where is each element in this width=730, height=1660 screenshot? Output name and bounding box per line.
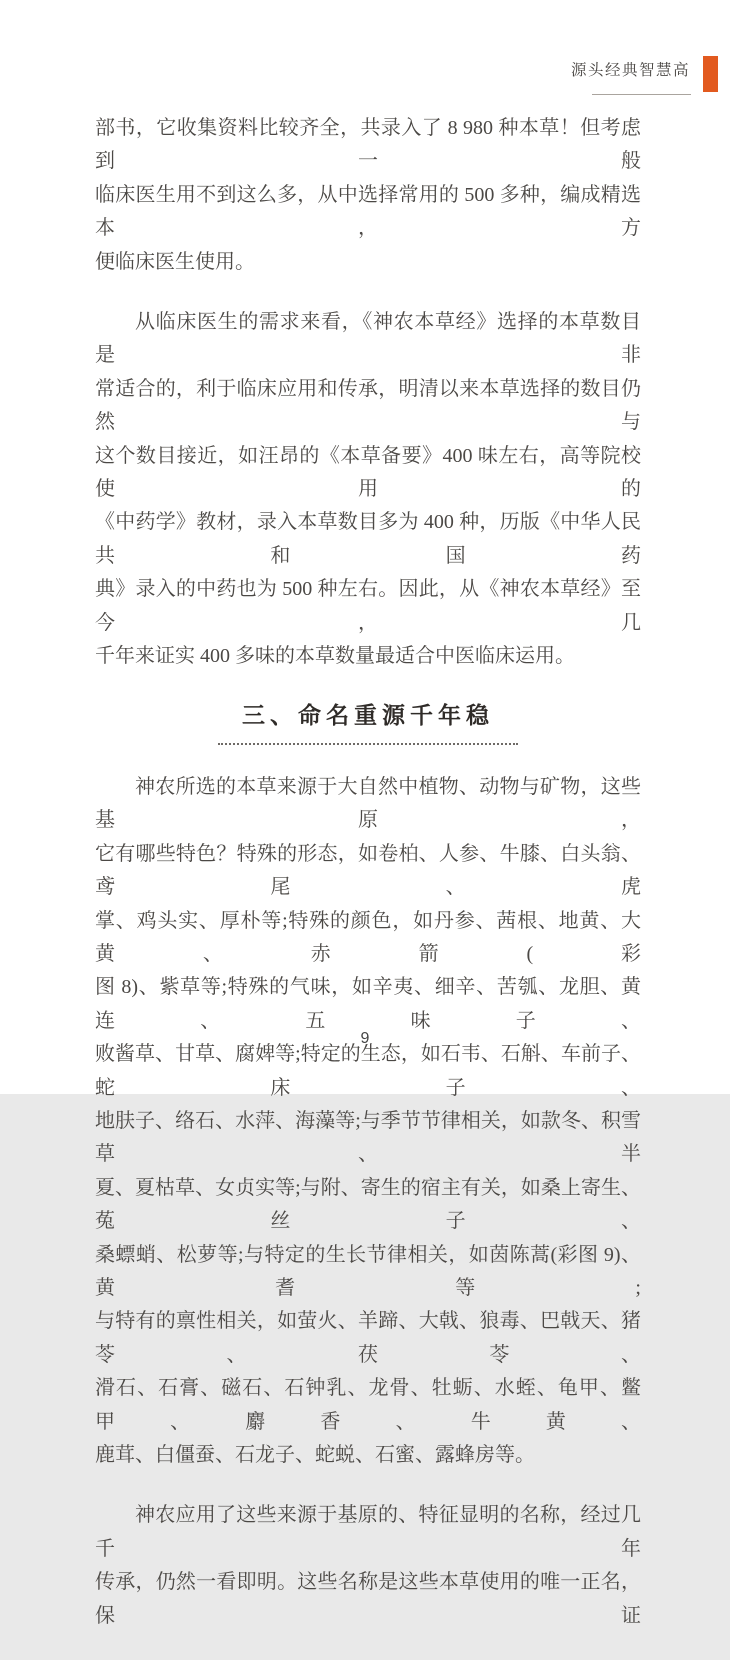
text-line: 千年来证实 400 多味的本草数量最适合中医临床运用。 <box>95 645 575 668</box>
text-line: 部书，它收集资料比较齐全，共录入了 8 980 种本草！但考虑到一般 <box>95 117 641 173</box>
chapter-edge-tab <box>703 56 718 92</box>
page-number: 9 <box>360 1030 370 1047</box>
text-line: 掌、鸡头实、厚朴等;特殊的颜色，如丹参、茜根、地黄、大黄、赤箭(彩 <box>95 909 641 965</box>
text-line: 《中药学》教材，录入本草数目多为 400 种，历版《中华人民共和国药 <box>95 511 641 567</box>
section-heading-block <box>95 701 641 745</box>
text-line: 从临床医生的需求来看，《神农本草经》选择的本草数目是非 <box>95 311 641 367</box>
text-line: 常适合的，利于临床应用和传承，明清以来本草选择的数目仍然与 <box>95 377 641 434</box>
text-line: 典》录入的中药也为 500 种左右。因此，从《神农本草经》至今，几 <box>95 578 641 634</box>
running-head-rule <box>592 94 691 95</box>
paragraph-3 <box>95 771 641 1473</box>
text-line: 临床医生用不到这么多，从中选择常用的 500 多种，编成精选本，方 <box>95 183 641 240</box>
text-line: 图 8)、紫草等;特殊的气味，如辛夷、细辛、苦瓠、龙胆、黄连、五味子、 <box>95 976 641 1032</box>
section-heading-dotted-rule <box>218 743 518 745</box>
text-line: 滑石、石膏、磁石、石钟乳、龙骨、牡蛎、水蛭、龟甲、鳖甲、麝香、牛黄、 <box>95 1377 641 1433</box>
text-line: 桑螵蛸、松萝等;与特定的生长节律相关，如茵陈蒿(彩图 9)、黄耆等; <box>95 1243 641 1299</box>
paragraph-1 <box>95 112 641 279</box>
text-line: 传承，仍然一看即明。这些名称是这些本草使用的唯一正名，保证 <box>95 1571 641 1627</box>
text-line: 它有哪些特色？特殊的形态，如卷柏、人参、牛膝、白头翁、鸢尾、虎 <box>95 842 641 899</box>
text-line: 夏、夏枯草、女贞实等;与附、寄生的宿主有关，如桑上寄生、菟丝子、 <box>95 1176 641 1233</box>
text-line: 神农所选的本草来源于大自然中植物、动物与矿物，这些基原， <box>95 775 641 832</box>
section-heading: 三、命名重源千年稳 <box>242 702 494 728</box>
paragraph-4 <box>95 1499 641 1633</box>
text-line: 与特有的禀性相关，如萤火、羊蹄、大戟、狼毒、巴戟天、猪苓、茯苓、 <box>95 1310 641 1366</box>
paragraph-2 <box>95 306 641 673</box>
text-line: 败酱草、甘草、腐婢等;特定的生态，如石韦、石斛、车前子、蛇床子、 <box>95 1043 641 1099</box>
text-line: 鹿茸、白僵蚕、石龙子、蛇蜕、石蜜、露蜂房等。 <box>95 1444 535 1467</box>
page-body <box>95 112 641 1660</box>
text-line: 这个数目接近，如汪昂的《本草备要》400 味左右，高等院校使用的 <box>95 444 641 501</box>
text-line: 便临床医生使用。 <box>95 250 255 273</box>
running-head: 源头经典智慧高 <box>570 62 690 79</box>
text-line: 地肤子、络石、水萍、海藻等;与季节节律相关，如款冬、积雪草、半 <box>95 1109 641 1166</box>
text-line: 神农应用了这些来源于基原的、特征显明的名称，经过几千年 <box>95 1504 641 1560</box>
